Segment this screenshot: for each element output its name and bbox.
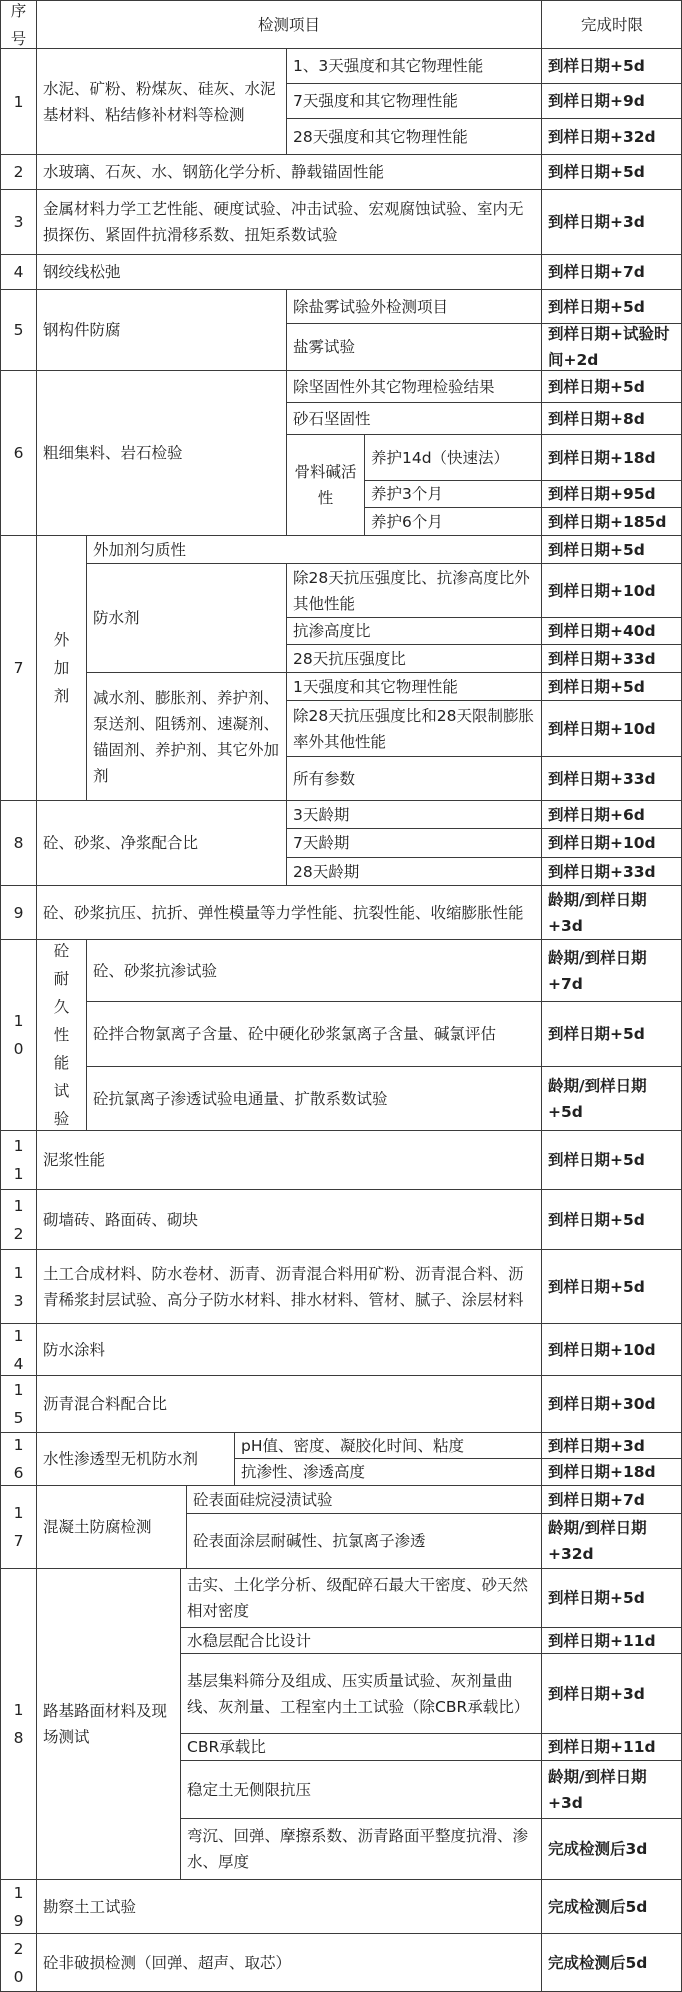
row-item-text: 钢绞线松弛	[43, 263, 121, 281]
sub-item-text: 抗渗性、渗透高度	[241, 1463, 366, 1481]
row-item-text: 土工合成材料、防水卷材、沥青、沥青混合料用矿粉、沥青混合料、沥青稀浆封层试验、高分子防水材料、排水材料、管材、腻子、涂层材料	[43, 1264, 524, 1309]
sub-item	[86, 939, 541, 1001]
row-item-text: 钢构件防腐	[43, 321, 121, 339]
sub-item	[286, 402, 541, 434]
row-no	[0, 1375, 36, 1432]
sub-item	[364, 507, 541, 535]
row-item	[36, 1375, 541, 1432]
time-limit-text: 到样日期+5d	[548, 163, 645, 181]
time-limit-text: 到样日期+30d	[548, 1395, 656, 1413]
row-item-text: 砌墙砖、路面砖、砌块	[43, 1210, 199, 1229]
row-no	[0, 1189, 36, 1249]
time-limit	[541, 189, 682, 254]
sub-item-text: 养护3个月	[371, 485, 443, 503]
time-limit-text: 龄期/到样日期+3d	[548, 1767, 647, 1812]
row-no-text: 2	[13, 163, 24, 181]
time-limit	[541, 154, 682, 189]
sub-item-text: 除28天抗压强度比和28天限制膨胀率外其他性能	[293, 706, 534, 751]
sub-item	[286, 83, 541, 118]
row-no	[0, 1323, 36, 1375]
row-no-text: 7	[13, 659, 24, 677]
sub-item	[286, 563, 541, 617]
row-item	[36, 1879, 541, 1933]
time-limit-text: 到样日期+10d	[548, 581, 656, 600]
time-limit-text: 到样日期+5d	[548, 377, 645, 396]
sub-item-text: 外加剂匀质性	[93, 540, 187, 559]
time-limit-text: 到样日期+6d	[548, 805, 645, 824]
sub-item-text: 所有参数	[293, 769, 356, 788]
row-no-text: 12	[13, 1196, 24, 1243]
time-limit	[541, 563, 682, 617]
time-limit-text: 到样日期+5d	[548, 1151, 645, 1169]
row-no	[0, 1249, 36, 1323]
time-limit-text: 到样日期+95d	[548, 485, 656, 503]
row-item	[36, 1933, 541, 1991]
row-item-text: 泥浆性能	[43, 1151, 106, 1169]
time-limit-text: 到样日期+试验时间+2d	[548, 325, 670, 369]
time-limit-text: 到样日期+10d	[548, 1340, 656, 1359]
time-limit	[541, 323, 682, 370]
row-item	[36, 885, 541, 939]
row-no-text: 16	[13, 1436, 24, 1482]
sub-item-text: 除坚固性外其它物理检验结果	[293, 377, 495, 396]
row-no-text: 17	[13, 1504, 24, 1550]
time-limit-text: 到样日期+33d	[548, 649, 656, 668]
sub-item-text: 砼表面涂层耐碱性、抗氯离子渗透	[193, 1532, 426, 1550]
time-limit	[541, 1818, 682, 1879]
row-no	[0, 800, 36, 885]
row-item	[36, 289, 286, 370]
time-limit	[541, 1066, 682, 1130]
time-limit	[541, 118, 682, 154]
row-item-text: 勘察土工试验	[43, 1897, 137, 1916]
row-item-text: 防水涂料	[43, 1340, 106, 1359]
time-limit	[541, 617, 682, 644]
time-limit-text: 到样日期+5d	[548, 1025, 645, 1043]
row-item	[36, 1568, 180, 1879]
sub-item	[286, 118, 541, 154]
time-limit-text: 到样日期+5d	[548, 1589, 645, 1607]
time-limit	[541, 885, 682, 939]
sub-item-text: 1天强度和其它物理性能	[293, 677, 458, 696]
row-no	[0, 885, 36, 939]
time-limit	[541, 1627, 682, 1653]
time-limit-text: 龄期/到样日期+3d	[548, 890, 647, 935]
sub-item	[180, 1733, 541, 1760]
sub-item	[86, 1001, 541, 1066]
row-item-text: 金属材料力学工艺性能、硬度试验、冲击试验、宏观腐蚀试验、室内无损探伤、紧固件抗滑移系数、扭矩系数试验	[43, 200, 524, 244]
time-limit-text: 到样日期+40d	[548, 622, 656, 640]
time-limit	[541, 1513, 682, 1568]
row-no-text: 18	[13, 1701, 24, 1747]
sub-group	[86, 672, 286, 800]
time-limit	[541, 700, 682, 756]
row-item	[36, 1249, 541, 1323]
sub-item-text: 28天抗压强度比	[293, 649, 406, 668]
sub-item	[286, 370, 541, 402]
sub-item	[234, 1432, 541, 1458]
time-limit-text: 到样日期+5d	[548, 677, 645, 696]
sub-item	[286, 644, 541, 672]
row-no	[0, 1933, 36, 1991]
time-limit	[541, 370, 682, 402]
header-item	[36, 0, 541, 48]
time-limit	[541, 1375, 682, 1432]
row-no-text: 5	[13, 321, 24, 339]
row-no-text: 20	[13, 1939, 24, 1986]
row-item-text: 外加剂	[53, 631, 70, 705]
sub-group-text: 防水剂	[93, 609, 140, 627]
sub-item-text: 养护14d（快速法）	[371, 448, 510, 467]
time-limit-text: 完成检测后5d	[548, 1953, 648, 1972]
sub-item-text: CBR承载比	[187, 1738, 266, 1756]
time-limit-text: 到样日期+185d	[548, 512, 667, 531]
time-limit	[541, 289, 682, 323]
sub-item-text: 养护6个月	[371, 512, 443, 531]
time-limit	[541, 48, 682, 83]
time-limit-text: 到样日期+7d	[548, 263, 645, 281]
time-limit-text: 到样日期+32d	[548, 127, 656, 146]
time-limit-text: 到样日期+3d	[548, 1684, 645, 1703]
sub-item	[180, 1627, 541, 1653]
time-limit-text: 到样日期+7d	[548, 1490, 645, 1509]
row-item	[36, 535, 86, 800]
time-limit	[541, 800, 682, 828]
time-limit	[541, 644, 682, 672]
row-item-text: 砼、砂浆、净浆配合比	[43, 834, 199, 852]
sub-item	[186, 1513, 541, 1568]
header-item-text: 检测项目	[257, 15, 320, 34]
time-limit-text: 到样日期+10d	[548, 834, 656, 852]
sub-item	[180, 1653, 541, 1733]
time-limit-text: 完成检测后5d	[548, 1897, 648, 1916]
time-limit-text: 龄期/到样日期+7d	[548, 948, 647, 993]
header-no-text: 序号	[10, 1, 27, 48]
row-no-text: 19	[13, 1883, 24, 1930]
header-limit-text: 完成时限	[580, 15, 643, 34]
time-limit-text: 龄期/到样日期+5d	[548, 1076, 647, 1121]
sub-item	[180, 1818, 541, 1879]
sub-item	[286, 617, 541, 644]
time-limit	[541, 402, 682, 434]
time-limit	[541, 1130, 682, 1189]
time-limit	[541, 1760, 682, 1818]
row-no	[0, 1432, 36, 1485]
sub-item-text: 弯沉、回弹、摩擦系数、沥青路面平整度抗滑、渗水、厚度	[187, 1827, 529, 1871]
row-item-text: 水泥、矿粉、粉煤灰、硅灰、水泥基材料、粘结修补材料等检测	[43, 79, 276, 124]
sub-item	[186, 1485, 541, 1513]
sub-item	[86, 535, 541, 563]
sub-item	[364, 434, 541, 480]
row-item-text: 砼、砂浆抗压、抗折、弹性模量等力学性能、抗裂性能、收缩膨胀性能	[43, 903, 524, 922]
time-limit	[541, 939, 682, 1001]
time-limit-text: 到样日期+3d	[548, 213, 645, 231]
time-limit-text: 到样日期+10d	[548, 719, 656, 738]
time-limit-text: 到样日期+5d	[548, 297, 645, 316]
row-item-text: 砼耐久性能试验	[53, 942, 70, 1128]
sub-item-text: 击实、土化学分析、级配碎石最大干密度、砂天然相对密度	[187, 1576, 529, 1620]
time-limit-text: 到样日期+5d	[548, 1277, 645, 1296]
row-no	[0, 48, 36, 154]
row-item-text: 水性渗透型无机防水剂	[43, 1450, 199, 1468]
sub-item	[180, 1760, 541, 1818]
sub-group-text: 减水剂、膨胀剂、养护剂、泵送剂、阻锈剂、速凝剂、锚固剂、养护剂、其它外加剂	[93, 688, 280, 785]
sub-item-text: 基层集料筛分及组成、压实质量试验、灰剂量曲线、灰剂量、工程室内土工试验（除CBR承载比）	[187, 1671, 530, 1716]
sub-group-text: 骨料碱活性	[294, 463, 357, 507]
time-limit	[541, 1249, 682, 1323]
time-limit	[541, 254, 682, 289]
row-no-text: 1	[13, 92, 24, 111]
row-no	[0, 939, 36, 1130]
row-item-text: 砼非破损检测（回弹、超声、取芯）	[43, 1953, 292, 1972]
sub-item	[180, 1568, 541, 1627]
row-no	[0, 1879, 36, 1933]
row-item	[36, 370, 286, 535]
row-no	[0, 154, 36, 189]
time-limit	[541, 1189, 682, 1249]
time-limit-text: 到样日期+5d	[548, 1210, 645, 1229]
row-item	[36, 48, 286, 154]
time-limit	[541, 1568, 682, 1627]
time-limit	[541, 1323, 682, 1375]
time-limit	[541, 1485, 682, 1513]
time-limit-text: 到样日期+18d	[548, 1463, 656, 1481]
sub-item	[364, 480, 541, 507]
time-limit	[541, 1879, 682, 1933]
sub-item	[286, 700, 541, 756]
time-limit	[541, 1653, 682, 1733]
row-no-text: 4	[13, 263, 24, 281]
header-limit	[541, 0, 682, 48]
row-item	[36, 1485, 186, 1568]
time-limit-text: 到样日期+9d	[548, 92, 645, 110]
sub-item	[286, 672, 541, 700]
row-no-text: 15	[13, 1381, 24, 1427]
time-limit-text: 到样日期+8d	[548, 409, 645, 428]
time-limit	[541, 434, 682, 480]
row-item	[36, 154, 541, 189]
sub-group	[286, 434, 364, 535]
time-limit	[541, 756, 682, 800]
time-limit-text: 到样日期+33d	[548, 862, 656, 881]
time-limit-text: 到样日期+33d	[548, 769, 656, 788]
row-item-text: 水玻璃、石灰、水、钢筋化学分析、静载锚固性能	[43, 163, 385, 181]
sub-item	[234, 1458, 541, 1485]
sub-item-text: 砼、砂浆抗渗试验	[93, 961, 218, 980]
row-item	[36, 1130, 541, 1189]
row-item	[36, 800, 286, 885]
row-item-text: 沥青混合料配合比	[43, 1395, 168, 1413]
row-no	[0, 1568, 36, 1879]
time-limit	[541, 1432, 682, 1458]
time-limit-text: 到样日期+11d	[548, 1738, 656, 1756]
time-limit	[541, 828, 682, 857]
row-no	[0, 254, 36, 289]
row-no	[0, 370, 36, 535]
sub-item	[286, 48, 541, 83]
sub-item-text: 1、3天强度和其它物理性能	[293, 57, 484, 75]
sub-item-text: 7天龄期	[293, 834, 350, 852]
time-limit	[541, 857, 682, 885]
sub-item	[286, 828, 541, 857]
row-no	[0, 189, 36, 254]
sub-item-text: 除盐雾试验外检测项目	[293, 297, 449, 316]
time-limit-text: 完成检测后3d	[548, 1840, 648, 1858]
sub-item-text: 砼拌合物氯离子含量、砼中硬化砂浆氯离子含量、碱氯评估	[93, 1025, 497, 1043]
sub-item-text: 水稳层配合比设计	[187, 1631, 312, 1650]
row-item	[36, 1323, 541, 1375]
time-limit	[541, 83, 682, 118]
sub-item-text: 砼抗氯离子渗透试验电通量、扩散系数试验	[93, 1089, 388, 1108]
time-limit	[541, 672, 682, 700]
time-limit-text: 到样日期+5d	[548, 57, 645, 75]
time-limit	[541, 1933, 682, 1991]
row-no	[0, 289, 36, 370]
sub-item-text: 砼表面硅烷浸渍试验	[193, 1490, 333, 1509]
row-no-text: 8	[13, 834, 24, 852]
time-limit-text: 龄期/到样日期+32d	[548, 1519, 647, 1563]
sub-item	[286, 289, 541, 323]
time-limit	[541, 1001, 682, 1066]
row-item	[36, 1432, 234, 1485]
time-limit-text: 到样日期+5d	[548, 540, 645, 559]
time-limit-text: 到样日期+11d	[548, 1631, 656, 1650]
row-item-text: 粗细集料、岩石检验	[43, 444, 183, 462]
row-no-text: 13	[13, 1263, 24, 1310]
sub-group	[86, 563, 286, 672]
row-no	[0, 1130, 36, 1189]
sub-item-text: 除28天抗压强度比、抗渗高度比外其他性能	[293, 568, 530, 613]
sub-item-text: 砂石坚固性	[293, 409, 371, 428]
time-limit-text: 到样日期+18d	[548, 448, 656, 467]
row-no	[0, 535, 36, 800]
sub-item-text: 28天强度和其它物理性能	[293, 127, 468, 146]
row-no-text: 3	[13, 213, 24, 231]
sub-item	[286, 857, 541, 885]
row-no-text: 10	[13, 1012, 24, 1058]
row-item-text: 混凝土防腐检测	[43, 1518, 152, 1536]
row-item-text: 路基路面材料及现场测试	[43, 1702, 168, 1746]
row-item	[36, 1189, 541, 1249]
sub-item-text: 稳定土无侧限抗压	[187, 1780, 312, 1799]
row-item	[36, 189, 541, 254]
time-limit-text: 到样日期+3d	[548, 1436, 645, 1455]
sub-item-text: 盐雾试验	[293, 338, 356, 356]
row-no-text: 9	[13, 903, 24, 922]
row-no	[0, 1485, 36, 1568]
sub-item-text: 抗渗高度比	[293, 622, 371, 640]
sub-item-text: 7天强度和其它物理性能	[293, 92, 458, 110]
sub-item-text: 28天龄期	[293, 862, 360, 881]
sub-item	[86, 1066, 541, 1130]
sub-item	[286, 800, 541, 828]
row-no-text: 11	[13, 1137, 24, 1183]
time-limit	[541, 507, 682, 535]
sub-item-text: pH值、密度、凝胶化时间、粘度	[241, 1436, 464, 1455]
row-no-text: 6	[13, 444, 24, 462]
sub-item	[286, 756, 541, 800]
time-limit	[541, 1733, 682, 1760]
row-no-text: 14	[13, 1326, 24, 1373]
sub-item	[286, 323, 541, 370]
time-limit	[541, 1458, 682, 1485]
header-no	[0, 0, 36, 48]
sub-item-text: 3天龄期	[293, 805, 350, 824]
time-limit	[541, 480, 682, 507]
row-item	[36, 254, 541, 289]
time-limit	[541, 535, 682, 563]
row-item	[36, 939, 86, 1130]
